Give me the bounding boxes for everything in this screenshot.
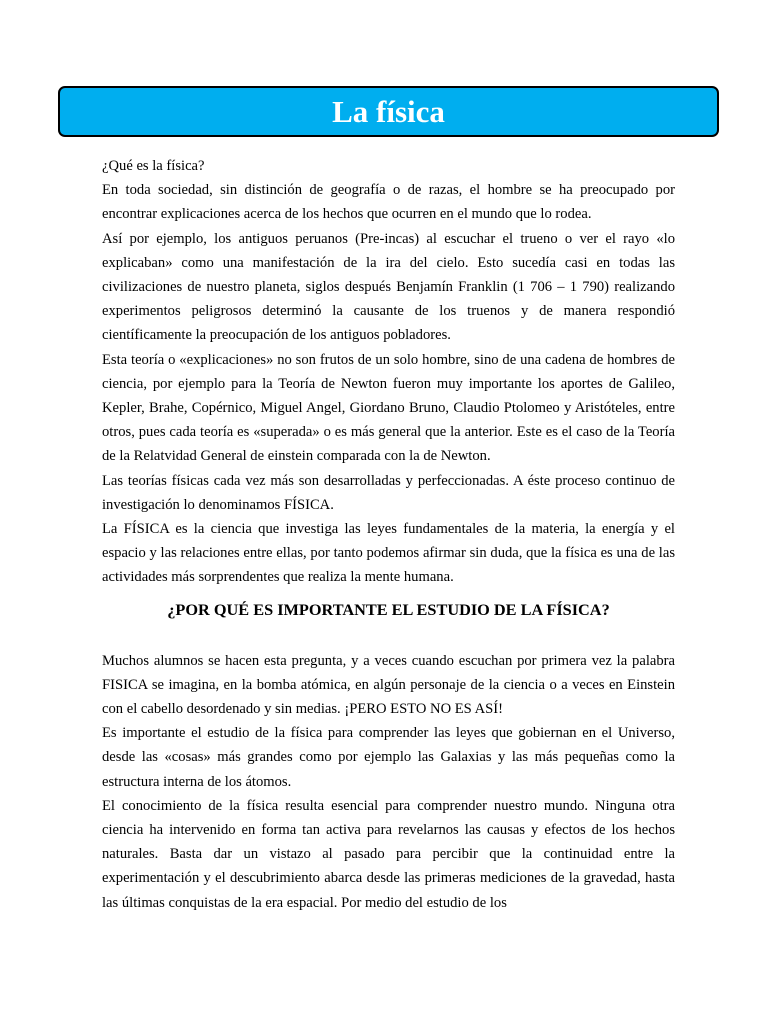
intro-paragraph: Las teorías físicas cada vez más son desarrolladas y perfeccionadas. A éste proceso continuo de investigación lo denominamos FÍSICA. [102, 472, 675, 513]
intro-paragraph: En toda sociedad, sin distinción de geografía o de razas, el hombre se ha preocupado por encontrar explicaciones acerca de los hechos que ocurren en el mundo que lo rodea. [102, 182, 675, 223]
section-paragraph: Es importante el estudio de la física para comprender las leyes que gobiernan en el Universo, desde las «cosas» más grandes como por ejemplo las Galaxias y las más pequeñas como la estructura interna de los átomos. [102, 725, 675, 790]
intro-paragraph: Así por ejemplo, los antiguos peruanos (Pre-incas) al escuchar el trueno o ver el rayo «lo explicaban» como una manifestación de la ira del cielo. Esto sucedía casi en todas las civilizaciones de nuestro planeta, siglos después Benjamín Franklin (1 706 – 1 790) realizando experimentos peligrosos determinó la causante de los truenos y de manera respondió científicamente la preocupación de los antiguos pobladores. [102, 230, 675, 344]
intro-paragraph: La FÍSICA es la ciencia que investiga las leyes fundamentales de la materia, la energía y el espacio y las relaciones entre ellas, por tanto podemos afirmar sin duda, que la física es una de las actividades más sorprendentes que realiza la mente humana. [102, 521, 675, 586]
section-paragraph: Muchos alumnos se hacen esta pregunta, y a veces cuando escuchan por primera vez la palabra FISICA se imagina, en la bomba atómica, en algún personaje de la ciencia o a veces en Einstein con el cabello desordenado y sin medias. ¡PERO ESTO NO ES ASÍ! [102, 652, 675, 718]
section-paragraph: El conocimiento de la física resulta esencial para comprender nuestro mundo. Ninguna otra ciencia ha intervenido en forma tan activa para revelarnos las causas y efectos de los hechos naturales. Basta dar un vistazo al pasado para percibir que la continuidad entre la experimentación y el descubrimiento abarca desde las primeras mediciones de la gravedad, hasta las últimas conquistas de la era espacial. Por medio del estudio de los [102, 797, 675, 911]
page-title: La física [332, 94, 445, 129]
title-banner [58, 86, 719, 137]
intro-paragraph: Esta teoría o «explicaciones» no son frutos de un solo hombre, sino de una cadena de hombres de ciencia, por ejemplo para la Teoría de Newton fueron muy importante los aportes de Galileo, Kepler, Brahe, Copérnico, Miguel Angel, Giordano Bruno, Claudio Ptolomeo y Aristóteles, entre otros, pues cada teoría es «superada» o es más general que la anterior. Este es el caso de la Teoría de la Relatvidad General de einstein comparada con la de Newton. [102, 351, 675, 465]
intro-question: ¿Qué es la física? [102, 158, 205, 174]
section-heading: ¿POR QUÉ ES IMPORTANTE EL ESTUDIO DE LA FÍSICA? [167, 599, 610, 619]
document-body [102, 154, 675, 915]
